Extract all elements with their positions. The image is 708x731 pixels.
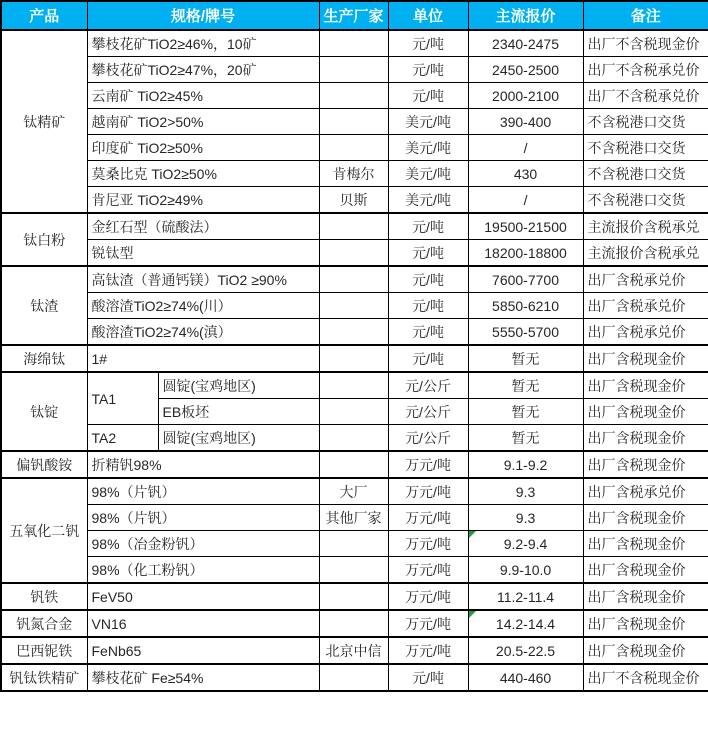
manufacturer-cell: [319, 664, 388, 691]
table-row: [1, 505, 708, 531]
manufacturer-cell: [319, 399, 388, 425]
remark-cell: 出厂不含税承兑价: [583, 57, 708, 83]
unit-cell: 元/吨: [388, 213, 468, 240]
product-cell: 钒钛铁精矿: [1, 664, 87, 691]
spec-cell: 攀枝花矿 Fe≥54%: [87, 664, 319, 691]
header-row: [1, 1, 708, 30]
col-header-manufacturer: 生产厂家: [319, 1, 388, 30]
unit-cell: 美元/吨: [388, 187, 468, 214]
remark-cell: 出厂含税现金价: [583, 505, 708, 531]
spec-cell: 肯尼亚 TiO2≥49%: [87, 187, 319, 214]
spec-cell: 云南矿 TiO2≥45%: [87, 83, 319, 109]
spec-cell: 酸溶渣TiO2≥74%(滇）: [87, 319, 319, 346]
manufacturer-cell: 北京中信: [319, 637, 388, 664]
spec-cell: 98%（冶金粉钒）: [87, 531, 319, 557]
manufacturer-cell: [319, 345, 388, 372]
spec-cell: VN16: [87, 610, 319, 637]
remark-cell: 不含税港口交货: [583, 187, 708, 214]
col-header-unit: 单位: [388, 1, 468, 30]
table-row: [1, 319, 708, 346]
table-row: [1, 451, 708, 478]
unit-cell: 元/公斤: [388, 372, 468, 399]
table-row: [1, 478, 708, 505]
price-cell: 440-460: [468, 664, 583, 691]
unit-cell: 美元/吨: [388, 135, 468, 161]
manufacturer-cell: 贝斯: [319, 187, 388, 214]
remark-cell: 出厂不含税现金价: [583, 30, 708, 57]
manufacturer-cell: 肯梅尔: [319, 161, 388, 187]
remark-cell: 出厂含税现金价: [583, 610, 708, 637]
unit-cell: 元/吨: [388, 345, 468, 372]
manufacturer-cell: [319, 583, 388, 610]
unit-cell: 万元/吨: [388, 478, 468, 505]
manufacturer-cell: [319, 266, 388, 293]
table-row: [1, 135, 708, 161]
manufacturer-cell: [319, 213, 388, 240]
remark-cell: 出厂含税现金价: [583, 531, 708, 557]
spec-cell: 攀枝花矿TiO2≥47%，20矿: [87, 57, 319, 83]
table-row: [1, 531, 708, 557]
spec-cell: 金红石型（硫酸法）: [87, 213, 319, 240]
product-cell: 偏钒酸铵: [1, 451, 87, 478]
table-row: [1, 425, 708, 452]
price-cell: 430: [468, 161, 583, 187]
table-row: [1, 30, 708, 57]
remark-cell: 出厂含税承兑价: [583, 478, 708, 505]
manufacturer-cell: [319, 372, 388, 399]
manufacturer-cell: [319, 319, 388, 346]
remark-cell: 出厂含税承兑价: [583, 293, 708, 319]
manufacturer-cell: [319, 240, 388, 267]
manufacturer-cell: [319, 610, 388, 637]
unit-cell: 万元/吨: [388, 505, 468, 531]
table-row: [1, 57, 708, 83]
remark-cell: 出厂含税现金价: [583, 583, 708, 610]
unit-cell: 元/吨: [388, 57, 468, 83]
spec-cell: 莫桑比克 TiO2≥50%: [87, 161, 319, 187]
price-cell: 9.3: [468, 505, 583, 531]
table-row: [1, 637, 708, 664]
table-row: [1, 240, 708, 267]
unit-cell: 美元/吨: [388, 161, 468, 187]
product-cell: 钛渣: [1, 266, 87, 345]
remark-cell: 出厂含税现金价: [583, 451, 708, 478]
remark-cell: 主流报价含税承兑: [583, 240, 708, 267]
price-cell: 14.2-14.4: [468, 610, 583, 637]
price-cell: 9.2-9.4: [468, 531, 583, 557]
manufacturer-cell: [319, 57, 388, 83]
price-cell: 5850-6210: [468, 293, 583, 319]
unit-cell: 万元/吨: [388, 637, 468, 664]
unit-cell: 万元/吨: [388, 451, 468, 478]
price-cell: /: [468, 187, 583, 214]
manufacturer-cell: [319, 451, 388, 478]
spec-cell: 高钛渣（普通钙镁）TiO2 ≥90%: [87, 266, 319, 293]
product-cell: 钛白粉: [1, 213, 87, 266]
price-cell: 暂无: [468, 399, 583, 425]
unit-cell: 万元/吨: [388, 531, 468, 557]
unit-cell: 美元/吨: [388, 109, 468, 135]
price-table-body: [1, 30, 708, 691]
price-cell: 390-400: [468, 109, 583, 135]
manufacturer-cell: [319, 557, 388, 584]
manufacturer-cell: [319, 531, 388, 557]
grade-cell: TA1: [87, 372, 158, 425]
spec-cell: 印度矿 TiO2≥50%: [87, 135, 319, 161]
spec-cell: 98%（片钒）: [87, 505, 319, 531]
product-cell: 钒铁: [1, 583, 87, 610]
price-cell: 9.1-9.2: [468, 451, 583, 478]
price-cell: 18200-18800: [468, 240, 583, 267]
unit-cell: 元/吨: [388, 83, 468, 109]
remark-cell: 出厂不含税现金价: [583, 664, 708, 691]
manufacturer-cell: [319, 109, 388, 135]
table-row: [1, 583, 708, 610]
manufacturer-cell: [319, 30, 388, 57]
remark-cell: 不含税港口交货: [583, 109, 708, 135]
table-row: [1, 83, 708, 109]
price-cell: 2450-2500: [468, 57, 583, 83]
table-row: [1, 213, 708, 240]
table-row: [1, 345, 708, 372]
remark-cell: 出厂含税承兑价: [583, 266, 708, 293]
remark-cell: 出厂不含税承兑价: [583, 83, 708, 109]
price-cell: /: [468, 135, 583, 161]
spec-cell: 1#: [87, 345, 319, 372]
table-row: [1, 109, 708, 135]
price-cell: 11.2-11.4: [468, 583, 583, 610]
unit-cell: 元/吨: [388, 664, 468, 691]
unit-cell: 元/吨: [388, 319, 468, 346]
product-cell: 钛精矿: [1, 30, 87, 213]
remark-cell: 不含税港口交货: [583, 135, 708, 161]
price-cell: 暂无: [468, 345, 583, 372]
spec-cell: 98%（片钒）: [87, 478, 319, 505]
remark-cell: 出厂含税现金价: [583, 637, 708, 664]
unit-cell: 万元/吨: [388, 583, 468, 610]
table-row: [1, 293, 708, 319]
unit-cell: 元/吨: [388, 30, 468, 57]
spec-cell: 攀枝花矿TiO2≥46%，10矿: [87, 30, 319, 57]
unit-cell: 元/公斤: [388, 425, 468, 452]
manufacturer-cell: 其他厂家: [319, 505, 388, 531]
grade-cell: TA2: [87, 425, 158, 452]
type-cell: 圆锭(宝鸡地区): [158, 372, 319, 399]
price-cell: 9.3: [468, 478, 583, 505]
table-row: [1, 187, 708, 214]
table-row: [1, 372, 708, 399]
manufacturer-cell: [319, 135, 388, 161]
price-cell: 暂无: [468, 372, 583, 399]
type-cell: EB板坯: [158, 399, 319, 425]
spec-cell: 酸溶渣TiO2≥74%(川）: [87, 293, 319, 319]
col-header-product: 产品: [1, 1, 87, 30]
unit-cell: 万元/吨: [388, 610, 468, 637]
spec-cell: 锐钛型: [87, 240, 319, 267]
spec-cell: FeV50: [87, 583, 319, 610]
col-header-price: 主流报价: [468, 1, 583, 30]
price-cell: 2340-2475: [468, 30, 583, 57]
col-header-remark: 备注: [583, 1, 708, 30]
remark-cell: 出厂含税现金价: [583, 425, 708, 452]
remark-cell: 出厂含税现金价: [583, 345, 708, 372]
product-cell: 钛锭: [1, 372, 87, 451]
table-row: [1, 557, 708, 584]
unit-cell: 元/吨: [388, 240, 468, 267]
manufacturer-cell: 大厂: [319, 478, 388, 505]
product-cell: 钒氮合金: [1, 610, 87, 637]
manufacturer-cell: [319, 293, 388, 319]
price-cell: 7600-7700: [468, 266, 583, 293]
remark-cell: 出厂含税承兑价: [583, 319, 708, 346]
price-cell: 20.5-22.5: [468, 637, 583, 664]
price-cell: 暂无: [468, 425, 583, 452]
unit-cell: 元/吨: [388, 266, 468, 293]
table-row: [1, 610, 708, 637]
manufacturer-cell: [319, 425, 388, 452]
table-row: [1, 161, 708, 187]
unit-cell: 万元/吨: [388, 557, 468, 584]
type-cell: 圆锭(宝鸡地区): [158, 425, 319, 452]
product-cell: 五氧化二钒: [1, 478, 87, 583]
product-cell: 巴西铌铁: [1, 637, 87, 664]
remark-cell: 出厂含税现金价: [583, 372, 708, 399]
manufacturer-cell: [319, 83, 388, 109]
unit-cell: 元/吨: [388, 293, 468, 319]
price-cell: 9.9-10.0: [468, 557, 583, 584]
spec-cell: 越南矿 TiO2>50%: [87, 109, 319, 135]
spec-cell: 98%（化工粉钒）: [87, 557, 319, 584]
table-row: [1, 664, 708, 691]
table-row: [1, 266, 708, 293]
remark-cell: 主流报价含税承兑: [583, 213, 708, 240]
product-cell: 海绵钛: [1, 345, 87, 372]
col-header-spec: 规格/牌号: [87, 1, 319, 30]
price-cell: 5550-5700: [468, 319, 583, 346]
remark-cell: 不含税港口交货: [583, 161, 708, 187]
remark-cell: 出厂含税现金价: [583, 399, 708, 425]
spec-cell: FeNb65: [87, 637, 319, 664]
spec-cell: 折精钒98%: [87, 451, 319, 478]
price-cell: 19500-21500: [468, 213, 583, 240]
unit-cell: 元/公斤: [388, 399, 468, 425]
price-cell: 2000-2100: [468, 83, 583, 109]
remark-cell: 出厂含税现金价: [583, 557, 708, 584]
